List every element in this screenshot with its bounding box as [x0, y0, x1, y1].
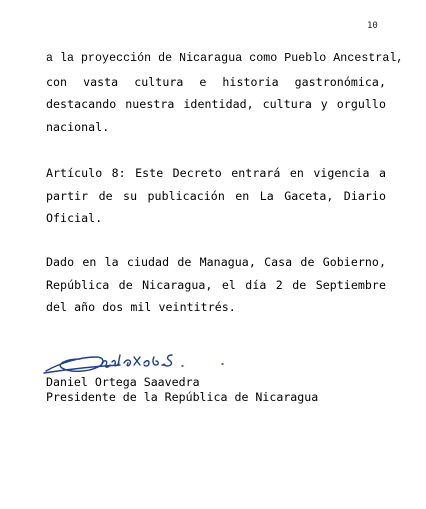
paragraph-line: destacando nuestra identidad, cultura y orgullo — [46, 97, 386, 111]
signatory-title: Presidente de la República de Nicaragua — [46, 389, 319, 404]
paragraph-line: nacional. — [46, 119, 110, 134]
paragraph-line: del año dos mil veintitrés. — [46, 300, 236, 314]
signatory-name: Daniel Ortega Saavedra — [46, 375, 200, 389]
paragraph-article-8 — [46, 162, 386, 230]
paragraph-line: República de Nicaragua, el día 2 de Septiembre — [46, 277, 386, 292]
paragraph-line: con vasta cultura e historia gastronómica, — [46, 74, 386, 89]
page-number: 10 — [367, 21, 378, 31]
paragraph-line: partir de su publicación en La Gaceta, Diario — [46, 188, 386, 203]
paragraph-line: Dado en la ciudad de Managua, Casa de Gobierno, — [46, 255, 386, 269]
paragraph-closing-clause — [46, 48, 404, 138]
paragraph-line: Oficial. — [46, 211, 103, 225]
signatory-block — [46, 375, 318, 404]
paragraph-given-at — [46, 251, 386, 319]
paragraph-line: a la proyección de Nicaragua como Pueblo Ancestral, — [46, 52, 404, 65]
paragraph-line: Artículo 8: Este Decreto entrará en vigencia a — [46, 166, 386, 180]
